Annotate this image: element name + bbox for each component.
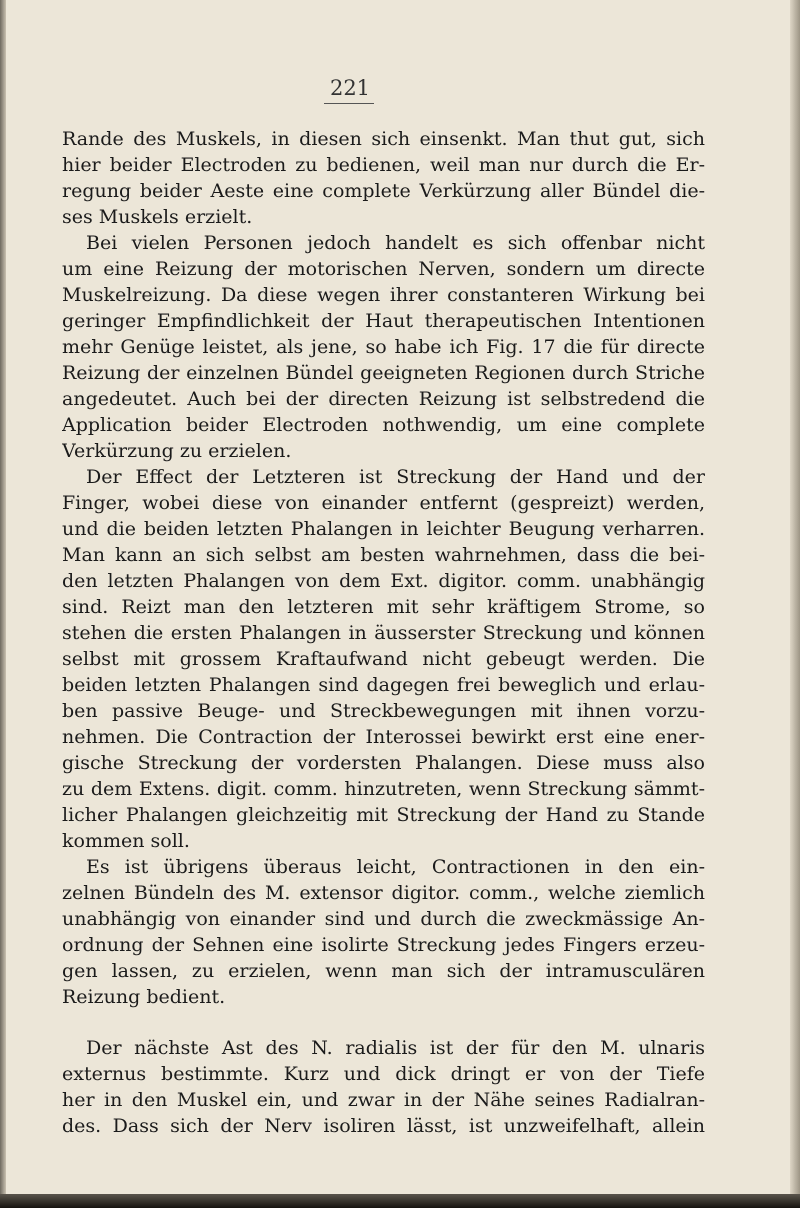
text-line: selbst mit grossem Kraftaufwand nicht gebeugt werden. Die [62, 648, 705, 670]
text-line: beiden letzten Phalangen sind dagegen frei beweglich und erlau- [62, 674, 705, 696]
text-line: kommen soll. [62, 830, 190, 852]
text-line: zelnen Bündeln des M. extensor digitor. comm., welche ziemlich [62, 882, 705, 904]
text-line: Der nächste Ast des N. radialis ist der für den M. ulnaris [86, 1037, 705, 1059]
text-line: geringer Empfindlichkeit der Haut therapeutischen Intentionen [62, 310, 705, 332]
text-line: gische Streckung der vordersten Phalangen. Diese muss also [62, 752, 705, 774]
text-line: Reizung bedient. [62, 986, 226, 1008]
text-line: unabhängig von einander sind und durch die zweckmässige An- [62, 908, 705, 930]
text-line: sind. Reizt man den letzteren mit sehr kräftigem Strome, so [62, 596, 705, 618]
page-number-rule [324, 103, 374, 104]
text-line: Bei vielen Personen jedoch handelt es sich offenbar nicht [86, 232, 705, 254]
text-line: Man kann an sich selbst am besten wahrnehmen, dass die bei- [62, 544, 705, 566]
text-line: externus bestimmte. Kurz und dick dringt er von der Tiefe [62, 1063, 705, 1085]
text-line: zu dem Extens. digit. comm. hinzutreten, wenn Streckung sämmt- [62, 778, 705, 800]
text-line: angedeutet. Auch bei der directen Reizung ist selbstredend die [62, 388, 705, 410]
text-line: Reizung der einzelnen Bündel geeigneten Regionen durch Striche [62, 362, 705, 384]
text-line: ses Muskels erzielt. [62, 206, 253, 228]
scan-bottom-edge [0, 1194, 800, 1208]
text-line: Rande des Muskels, in diesen sich einsenkt. Man thut gut, sich [62, 128, 705, 150]
page-right-edge [790, 0, 800, 1208]
text-line: licher Phalangen gleichzeitig mit Streckung der Hand zu Stande [62, 804, 705, 826]
page-number: 221 [329, 76, 371, 100]
text-line: Muskelreizung. Da diese wegen ihrer constanteren Wirkung bei [62, 284, 705, 306]
text-line: Application beider Electroden nothwendig, um eine complete [62, 414, 705, 436]
text-line: nehmen. Die Contraction der Interossei bewirkt erst eine ener- [62, 726, 705, 748]
text-line: mehr Genüge leistet, als jene, so habe ich Fig. 17 die für directe [62, 336, 705, 358]
text-line: hier beider Electroden zu bedienen, weil man nur durch die Er- [62, 154, 705, 176]
text-line: Der Effect der Letzteren ist Streckung der Hand und der [86, 466, 705, 488]
text-line: Es ist übrigens überaus leicht, Contractionen in den ein- [86, 856, 705, 878]
text-line: um eine Reizung der motorischen Nerven, sondern um directe [62, 258, 705, 280]
text-line: ben passive Beuge- und Streckbewegungen mit ihnen vorzu- [62, 700, 705, 722]
text-line: stehen die ersten Phalangen in äusserster Streckung und können [62, 622, 705, 644]
text-line: Finger, wobei diese von einander entfernt (gespreizt) werden, [62, 492, 705, 514]
text-line: regung beider Aeste eine complete Verkürzung aller Bündel die- [62, 180, 705, 202]
text-line: den letzten Phalangen von dem Ext. digitor. comm. unabhängig [62, 570, 705, 592]
body-text [62, 126, 705, 1139]
page-left-edge [0, 0, 6, 1208]
text-line: Verkürzung zu erzielen. [62, 440, 292, 462]
text-line: gen lassen, zu erzielen, wenn man sich der intramusculären [62, 960, 705, 982]
paragraph-gap [62, 1010, 705, 1035]
text-line: her in den Muskel ein, und zwar in der Nähe seines Radialran- [62, 1089, 705, 1111]
text-line: ordnung der Sehnen eine isolirte Streckung jedes Fingers erzeu- [62, 934, 705, 956]
text-line: des. Dass sich der Nerv isoliren lässt, ist unzweifelhaft, allein [62, 1115, 705, 1137]
text-line: und die beiden letzten Phalangen in leichter Beugung verharren. [62, 518, 705, 540]
